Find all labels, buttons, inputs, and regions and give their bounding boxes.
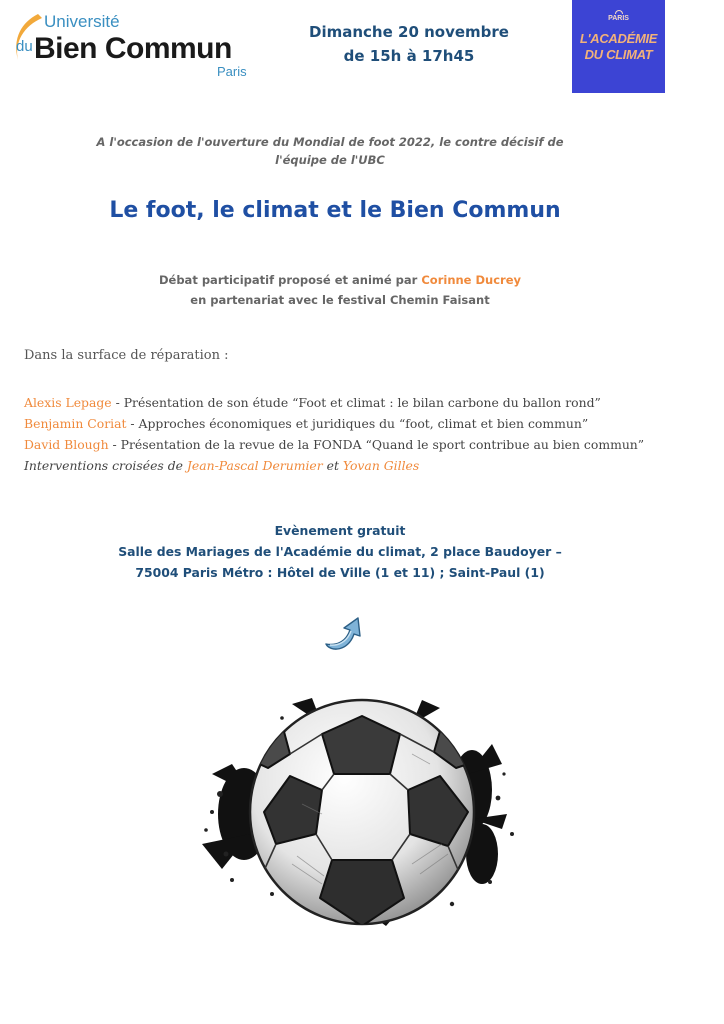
- intro-line-2: l'équipe de l'UBC: [275, 153, 385, 167]
- intro-line-1: A l'occasion de l'ouverture du Mondial de foot 2022, le contre décisif de: [96, 135, 564, 149]
- speaker-item: [24, 434, 714, 455]
- section-heading: Dans la surface de réparation :: [24, 348, 229, 363]
- page-title: Le foot, le climat et le Bien Commun: [109, 198, 561, 223]
- event-date: [300, 20, 518, 68]
- speaker-item: [24, 413, 714, 434]
- crossed-joiner: et: [322, 458, 343, 473]
- speaker-name: David Blough: [24, 437, 109, 452]
- ubc-logo-city: Paris: [217, 64, 247, 79]
- ubc-logo-main: Bien Commun: [34, 32, 232, 65]
- ubc-logo-line1: Université: [44, 12, 120, 31]
- crossed-speaker-2: Yovan Gilles: [342, 458, 420, 473]
- intro-text: [90, 133, 570, 169]
- free-event-label: Evènement gratuit: [274, 523, 406, 538]
- venue-address-line-1: Salle des Mariages de l'Académie du climat, 2 place Baudoyer –: [118, 544, 562, 559]
- debate-prefix: Débat participatif proposé et animé par: [158, 273, 422, 287]
- academie-logo-line2: DU CLIMAT: [584, 47, 653, 62]
- academie-logo-city: PARIS: [608, 15, 629, 22]
- speaker-name: Benjamin Coriat: [24, 416, 127, 431]
- speaker-topic: - Approches économiques et juridiques du “foot, climat et bien commun”: [126, 416, 589, 431]
- host-name: Corinne Ducrey: [421, 273, 522, 287]
- venue-address-line-2: 75004 Paris Métro : Hôtel de Ville (1 et 11) ; Saint-Paul (1): [135, 565, 545, 580]
- speaker-name: Alexis Lepage: [24, 395, 112, 410]
- soccer-ball-illustration: [172, 694, 538, 926]
- speaker-item: [24, 392, 714, 413]
- speaker-list: [24, 392, 714, 476]
- speaker-topic: - Présentation de la revue de la FONDA “Quand le sport contribue au bien commun”: [108, 437, 645, 452]
- event-date-day: Dimanche 20 novembre: [309, 23, 509, 41]
- debate-line-1: [80, 270, 600, 290]
- curved-arrow-icon: [322, 612, 368, 654]
- crossed-prefix: Interventions croisées de: [24, 458, 187, 473]
- debate-info: [80, 270, 600, 310]
- paris-mark-icon: [615, 10, 623, 14]
- academie-logo-line1: L'ACADÉMIE: [579, 31, 658, 46]
- debate-line-2: en partenariat avec le festival Chemin Faisant: [190, 293, 490, 307]
- crossed-interventions: [24, 455, 714, 476]
- event-date-time: de 15h à 17h45: [343, 47, 475, 65]
- ubc-logo-prefix: du: [16, 38, 33, 55]
- ubc-logo: [8, 8, 268, 80]
- venue-info: [90, 520, 590, 583]
- crossed-speaker-1: Jean-Pascal Derumier: [186, 458, 323, 473]
- speaker-topic: - Présentation de son étude “Foot et climat : le bilan carbone du ballon rond”: [111, 395, 601, 410]
- academie-climat-logo: [572, 0, 665, 93]
